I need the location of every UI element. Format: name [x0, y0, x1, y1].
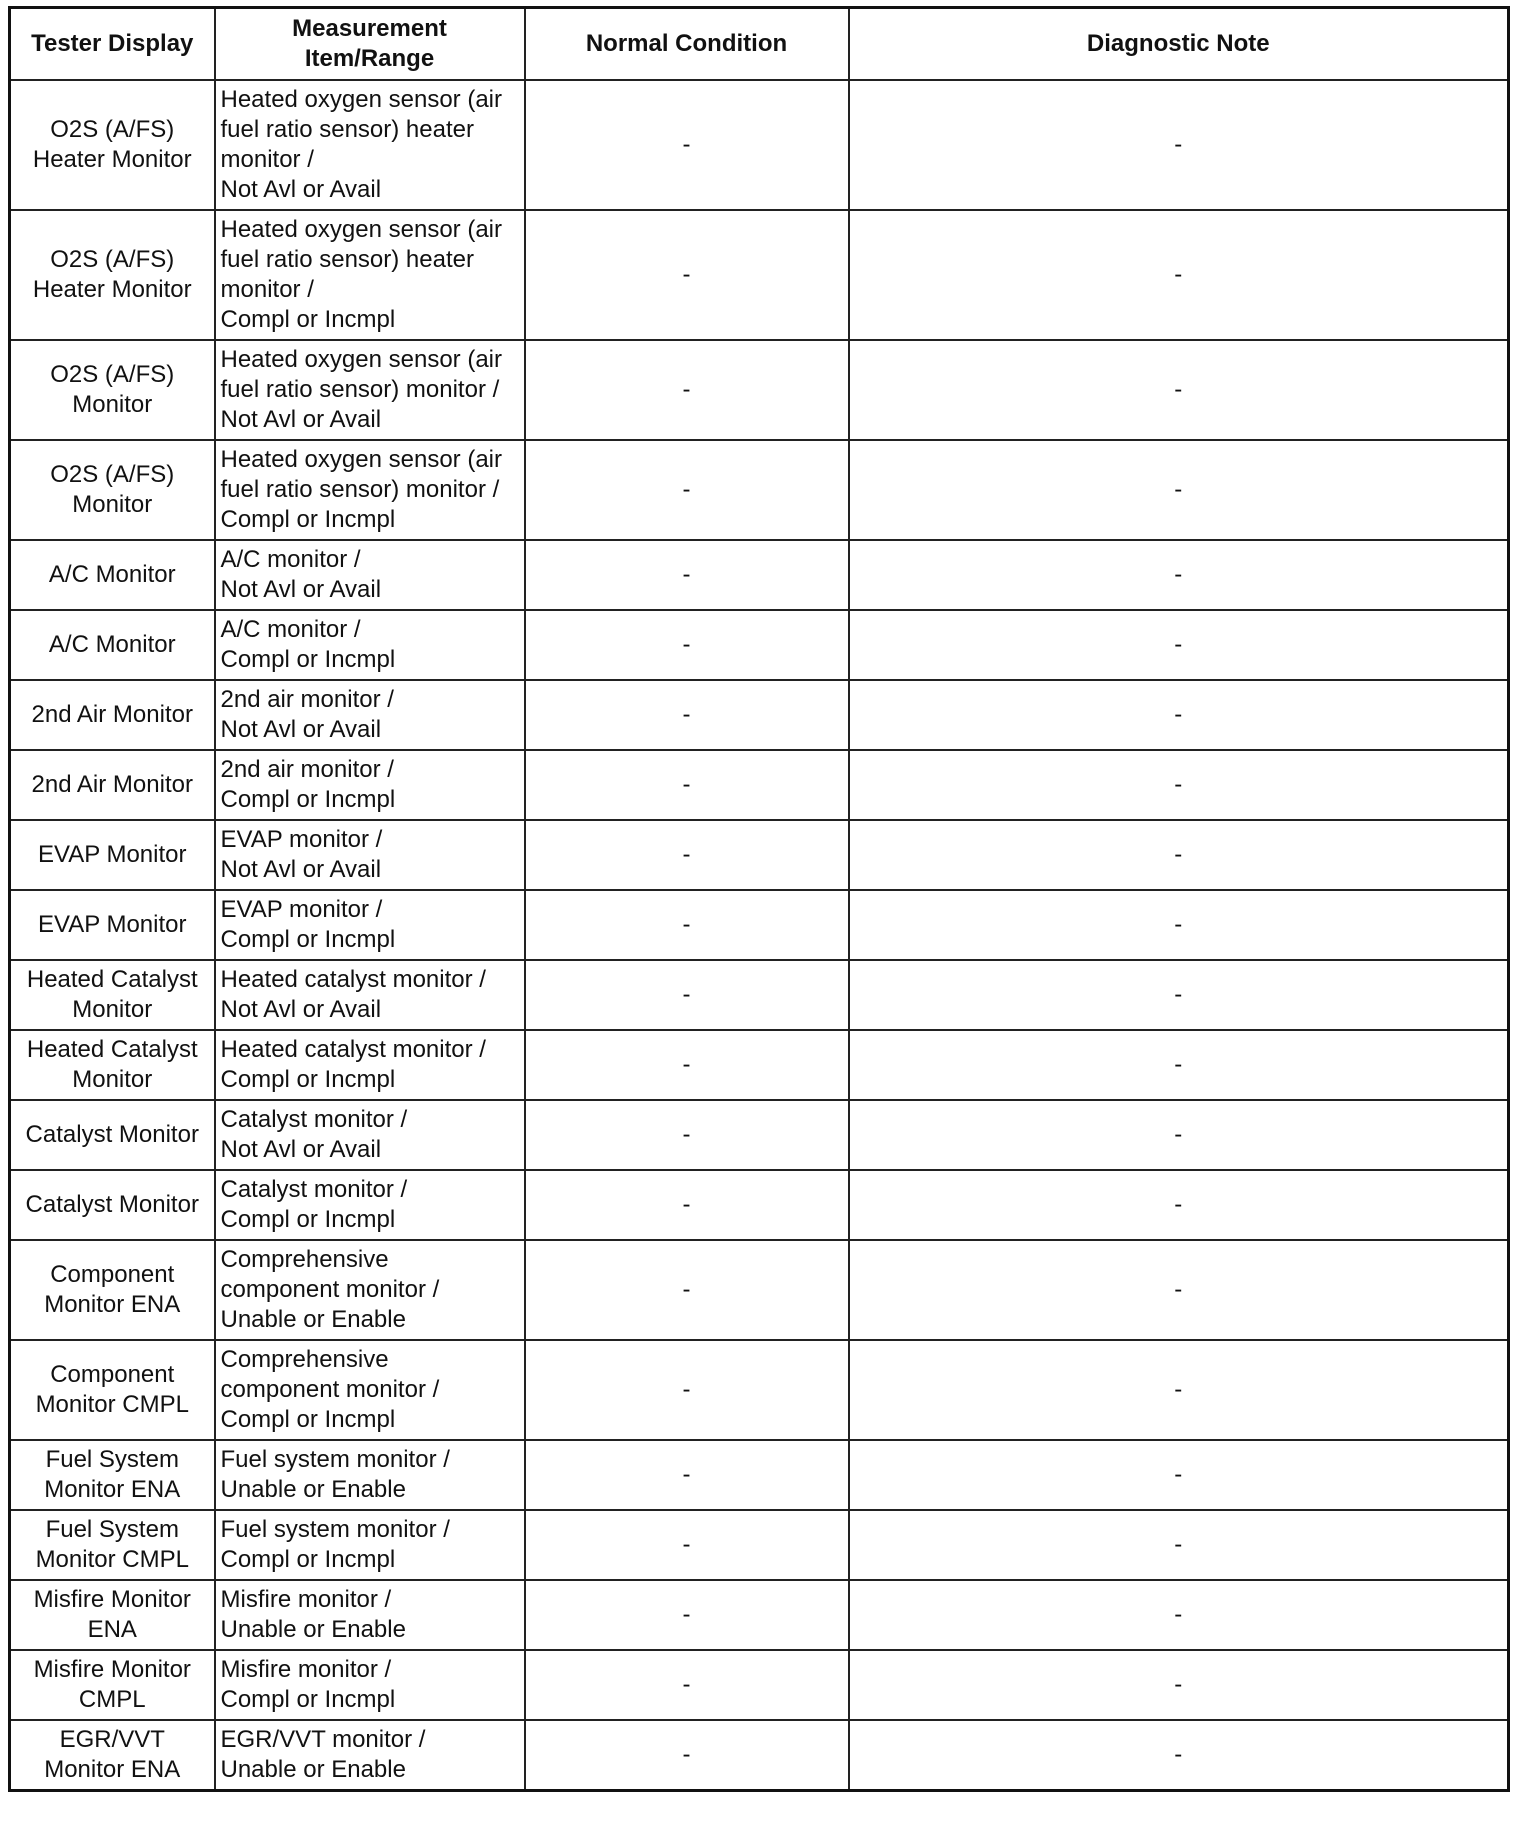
table-row [10, 1240, 1509, 1340]
diagnostic-note-cell: - [849, 1440, 1509, 1510]
measurement-item-cell: 2nd air monitor / Compl or Incmpl [215, 750, 525, 820]
diagnostic-note-cell: - [849, 540, 1509, 610]
tester-display-cell: Catalyst Monitor [10, 1100, 215, 1170]
measurement-item-cell: Catalyst monitor / Compl or Incmpl [215, 1170, 525, 1240]
normal-condition-cell: - [525, 750, 849, 820]
measurement-item-cell: 2nd air monitor / Not Avl or Avail [215, 680, 525, 750]
measurement-item-cell: Catalyst monitor / Not Avl or Avail [215, 1100, 525, 1170]
diagnostic-note-cell: - [849, 1100, 1509, 1170]
tester-display-cell: Component Monitor CMPL [10, 1340, 215, 1440]
tester-display-cell: A/C Monitor [10, 610, 215, 680]
table-row [10, 440, 1509, 540]
diagnostic-note-cell: - [849, 1650, 1509, 1720]
table-row [10, 1440, 1509, 1510]
tester-display-cell: Catalyst Monitor [10, 1170, 215, 1240]
tester-display-cell: Misfire Monitor CMPL [10, 1650, 215, 1720]
data-list-table-container [8, 6, 1507, 1792]
tester-display-cell: 2nd Air Monitor [10, 750, 215, 820]
measurement-item-cell: Heated catalyst monitor / Compl or Incmpl [215, 1030, 525, 1100]
table-body [10, 80, 1509, 1791]
tester-display-cell: O2S (A/FS) Heater Monitor [10, 210, 215, 340]
table-row [10, 1580, 1509, 1650]
measurement-item-cell: EVAP monitor / Not Avl or Avail [215, 820, 525, 890]
tester-display-cell: Heated Catalyst Monitor [10, 960, 215, 1030]
tester-display-cell: Fuel System Monitor ENA [10, 1440, 215, 1510]
diagnostic-note-cell: - [849, 210, 1509, 340]
measurement-item-cell: Fuel system monitor / Compl or Incmpl [215, 1510, 525, 1580]
table-row [10, 1720, 1509, 1791]
data-list-table [8, 6, 1510, 1792]
diagnostic-note-cell: - [849, 1720, 1509, 1791]
measurement-item-cell: Heated oxygen sensor (air fuel ratio sensor) heater monitor / Not Avl or Avail [215, 80, 525, 210]
measurement-item-cell: Comprehensive component monitor / Unable or Enable [215, 1240, 525, 1340]
normal-condition-cell: - [525, 610, 849, 680]
normal-condition-cell: - [525, 210, 849, 340]
diagnostic-note-cell: - [849, 610, 1509, 680]
diagnostic-note-cell: - [849, 340, 1509, 440]
table-row [10, 80, 1509, 210]
table-row [10, 750, 1509, 820]
header-row [10, 8, 1509, 81]
tester-display-cell: Misfire Monitor ENA [10, 1580, 215, 1650]
tester-display-cell: EVAP Monitor [10, 890, 215, 960]
diagnostic-note-cell: - [849, 960, 1509, 1030]
measurement-item-cell: Fuel system monitor / Unable or Enable [215, 1440, 525, 1510]
tester-display-cell: O2S (A/FS) Monitor [10, 340, 215, 440]
diagnostic-note-cell: - [849, 750, 1509, 820]
measurement-item-cell: A/C monitor / Compl or Incmpl [215, 610, 525, 680]
diagnostic-note-cell: - [849, 80, 1509, 210]
diagnostic-note-cell: - [849, 1510, 1509, 1580]
normal-condition-cell: - [525, 1510, 849, 1580]
table-row [10, 1170, 1509, 1240]
measurement-item-cell: Misfire monitor / Compl or Incmpl [215, 1650, 525, 1720]
table-row [10, 1100, 1509, 1170]
measurement-item-cell: Misfire monitor / Unable or Enable [215, 1580, 525, 1650]
tester-display-cell: A/C Monitor [10, 540, 215, 610]
diagnostic-note-cell: - [849, 1240, 1509, 1340]
header-diagnostic-note: Diagnostic Note [849, 8, 1509, 81]
tester-display-cell: EVAP Monitor [10, 820, 215, 890]
table-row [10, 1340, 1509, 1440]
normal-condition-cell: - [525, 1100, 849, 1170]
diagnostic-note-cell: - [849, 1170, 1509, 1240]
diagnostic-note-cell: - [849, 680, 1509, 750]
normal-condition-cell: - [525, 340, 849, 440]
measurement-item-cell: Heated oxygen sensor (air fuel ratio sensor) heater monitor / Compl or Incmpl [215, 210, 525, 340]
normal-condition-cell: - [525, 1340, 849, 1440]
table-row [10, 820, 1509, 890]
table-row [10, 680, 1509, 750]
measurement-item-cell: Heated oxygen sensor (air fuel ratio sensor) monitor / Not Avl or Avail [215, 340, 525, 440]
normal-condition-cell: - [525, 440, 849, 540]
normal-condition-cell: - [525, 80, 849, 210]
tester-display-cell: O2S (A/FS) Monitor [10, 440, 215, 540]
table-row [10, 540, 1509, 610]
table-row [10, 960, 1509, 1030]
diagnostic-note-cell: - [849, 1580, 1509, 1650]
table-row [10, 1510, 1509, 1580]
tester-display-cell: Fuel System Monitor CMPL [10, 1510, 215, 1580]
header-tester-display: Tester Display [10, 8, 215, 81]
normal-condition-cell: - [525, 960, 849, 1030]
diagnostic-note-cell: - [849, 820, 1509, 890]
normal-condition-cell: - [525, 1650, 849, 1720]
diagnostic-note-cell: - [849, 440, 1509, 540]
measurement-item-cell: EGR/VVT monitor / Unable or Enable [215, 1720, 525, 1791]
diagnostic-note-cell: - [849, 890, 1509, 960]
normal-condition-cell: - [525, 1170, 849, 1240]
table-row [10, 610, 1509, 680]
table-row [10, 1650, 1509, 1720]
table-row [10, 1030, 1509, 1100]
normal-condition-cell: - [525, 540, 849, 610]
measurement-item-cell: EVAP monitor / Compl or Incmpl [215, 890, 525, 960]
tester-display-cell: Heated Catalyst Monitor [10, 1030, 215, 1100]
table-row [10, 890, 1509, 960]
measurement-item-cell: Heated catalyst monitor / Not Avl or Avail [215, 960, 525, 1030]
header-normal-condition: Normal Condition [525, 8, 849, 81]
normal-condition-cell: - [525, 1240, 849, 1340]
table-row [10, 210, 1509, 340]
diagnostic-note-cell: - [849, 1030, 1509, 1100]
tester-display-cell: 2nd Air Monitor [10, 680, 215, 750]
table-header [10, 8, 1509, 81]
normal-condition-cell: - [525, 1580, 849, 1650]
normal-condition-cell: - [525, 680, 849, 750]
tester-display-cell: Component Monitor ENA [10, 1240, 215, 1340]
measurement-item-cell: Heated oxygen sensor (air fuel ratio sensor) monitor / Compl or Incmpl [215, 440, 525, 540]
normal-condition-cell: - [525, 820, 849, 890]
measurement-item-cell: Comprehensive component monitor / Compl or Incmpl [215, 1340, 525, 1440]
tester-display-cell: O2S (A/FS) Heater Monitor [10, 80, 215, 210]
header-measurement-item-range: Measurement Item/Range [215, 8, 525, 81]
tester-display-cell: EGR/VVT Monitor ENA [10, 1720, 215, 1791]
diagnostic-note-cell: - [849, 1340, 1509, 1440]
normal-condition-cell: - [525, 1030, 849, 1100]
normal-condition-cell: - [525, 1720, 849, 1791]
normal-condition-cell: - [525, 1440, 849, 1510]
normal-condition-cell: - [525, 890, 849, 960]
table-row [10, 340, 1509, 440]
measurement-item-cell: A/C monitor / Not Avl or Avail [215, 540, 525, 610]
